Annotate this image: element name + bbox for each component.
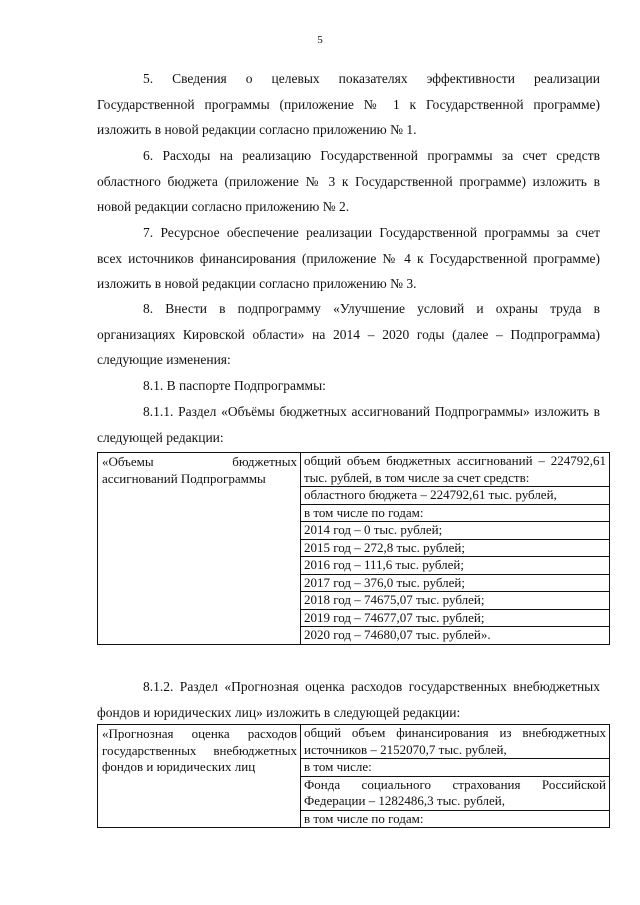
paragraph-6: [97, 143, 600, 220]
table-row: [98, 725, 610, 828]
page-number: 5: [317, 34, 323, 46]
table-cell-section-title: [98, 725, 301, 828]
year-row: 2020 год – 74680,07 тыс. рублей».: [304, 627, 491, 642]
paragraph-8-1-1-text: 8.1.1. Раздел «Объёмы бюджетных ассигнований Подпрограммы» изложить в следующей редакции:: [97, 404, 600, 445]
paragraph-7-text: 7. Ресурсное обеспечение реализации Государственной программы за счет всех источников финансирования (приложение № 4 к Государственной программе) изложить в новой редакции согласно приложению № 3.: [97, 225, 600, 291]
paragraph-5: [97, 66, 600, 143]
table-cell-section-content: [301, 725, 610, 828]
including-label: в том числе:: [301, 759, 609, 777]
paragraph-8-1-1: [97, 399, 600, 450]
paragraph-5-text: 5. Сведения о целевых показателях эффективности реализации Государственной программы (приложение № 1 к Государственной программе) изложить в новой редакции согласно приложению № 1.: [97, 71, 600, 137]
paragraph-8-text: 8. Внести в подпрограмму «Улучшение условий и охраны труда в организациях Кировской области» на 2014 – 2020 годы (далее – Подпрограмма) следующие изменения:: [97, 301, 600, 367]
social-insurance-fund-text: Фонда социального страхования Российской Федерации – 1282486,3 тыс. рублей,: [301, 777, 609, 811]
year-row: 2016 год – 111,6 тыс. рублей;: [301, 557, 609, 575]
paragraph-8: [97, 296, 600, 373]
year-row: 2014 год – 0 тыс. рублей;: [301, 522, 609, 540]
extrabudgetary-table: [97, 724, 610, 828]
paragraph-8-1-2-text: 8.1.2. Раздел «Прогнозная оценка расходов государственных внебюджетных фондов и юридических лиц» изложить в следующей редакции:: [97, 679, 600, 720]
table-cell-section-title: [98, 453, 301, 645]
paragraph-7: [97, 220, 600, 297]
paragraph-8-1-2: [97, 674, 600, 725]
section-title-extrabudgetary: «Прогнозная оценка расходов государственных внебюджетных фондов и юридических лиц: [102, 726, 297, 774]
regional-budget-text: областного бюджета – 224792,61 тыс. рублей,: [301, 487, 609, 505]
table-cell-section-content: [301, 453, 610, 645]
year-row: 2019 год – 74677,07 тыс. рублей;: [301, 610, 609, 628]
year-row: 2018 год – 74675,07 тыс. рублей;: [301, 592, 609, 610]
total-extrabudgetary-text: общий объем финансирования из внебюджетных источников – 2152070,7 тыс. рублей,: [301, 725, 609, 759]
total-budget-text: общий объем бюджетных ассигнований – 224792,61 тыс. рублей, в том числе за счет средств:: [301, 453, 609, 487]
year-row: 2015 год – 272,8 тыс. рублей;: [301, 540, 609, 558]
paragraph-8-1: [97, 373, 600, 399]
by-years-label: в том числе по годам:: [304, 810, 424, 826]
budget-allocations-table: [97, 452, 610, 645]
year-row: 2017 год – 376,0 тыс. рублей;: [301, 575, 609, 593]
table-row: [98, 453, 610, 645]
section-title-budget: «Объемы бюджетных ассигнований Подпрограммы: [102, 454, 297, 486]
by-years-label: в том числе по годам:: [301, 505, 609, 523]
paragraph-6-text: 6. Расходы на реализацию Государственной программы за счет средств областного бюджета (приложение № 3 к Государственной программе) изложить в новой редакции согласно приложению № 2.: [97, 148, 600, 214]
paragraph-8-1-text: 8.1. В паспорте Подпрограммы:: [143, 378, 326, 393]
